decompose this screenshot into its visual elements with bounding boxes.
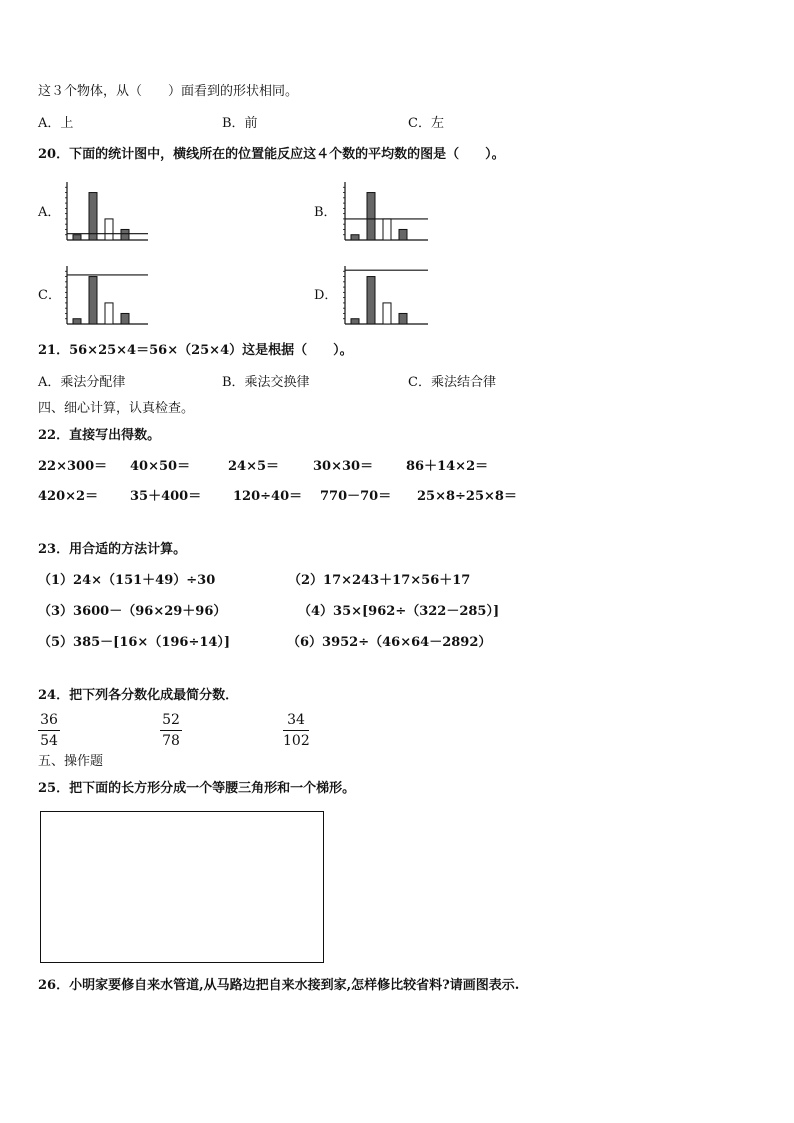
fraction-denominator: 102 [283,733,310,749]
q23-item-5: （5）385－[16×（196÷14）] [38,635,231,650]
q23-item-2: （2）17×243＋17×56＋17 [288,573,471,588]
fraction-bar [283,730,309,731]
q22-r2-item: 420×2＝ [38,489,99,504]
section4-title: 四、细心计算，认真检查。 [38,401,195,416]
q23-item-3: （3）3600－（96×29＋96） [38,604,227,619]
chart-bar [73,319,81,324]
chart-bar [383,219,391,240]
fraction-numerator: 34 [287,712,305,728]
q20-chart-a [64,180,148,242]
q21-option-b[interactable]: B．乘法交换律 [222,375,310,390]
q24-stem: 24．把下列各分数化成最简分数． [38,688,239,703]
fraction-denominator: 78 [162,733,180,749]
fraction-bar [160,730,182,731]
chart-bar [105,219,113,240]
q24-fraction-3 [283,711,309,750]
q19-option-b[interactable]: B．前 [222,116,258,131]
q23-item-1: （1）24×（151＋49）÷30 [38,573,216,588]
chart-bar [105,303,113,324]
q19-option-a[interactable]: A．上 [38,116,74,131]
q20-chart-b [342,180,428,242]
q20-option-b-label[interactable]: B． [314,205,337,220]
chart-bar [351,319,359,324]
q22-r1-item: 40×50＝ [130,459,191,474]
q22-r1-item: 86＋14×2＝ [406,459,489,474]
q22-r2-item: 120÷40＝ [233,489,303,504]
q25-stem: 25．把下面的长方形分成一个等腰三角形和一个梯形。 [38,781,356,796]
q22-stem: 22．直接写出得数。 [38,428,161,443]
q22-r1-item: 24×5＝ [228,459,280,474]
chart-bar [121,229,129,240]
fraction-numerator: 36 [40,712,58,728]
fraction-denominator: 54 [40,733,58,749]
q23-stem: 23．用合适的方法计算。 [38,542,187,557]
q20-option-c-label[interactable]: C． [38,288,61,303]
fraction-numerator: 52 [162,712,180,728]
fraction-bar [38,730,60,731]
q19-tail-text: 这３个物体，从（ ）面看到的形状相同。 [38,84,299,99]
q22-r2-item: 25×8÷25×8＝ [417,489,517,504]
q20-chart-c [64,264,148,326]
chart-bar [121,313,129,324]
q19-option-c[interactable]: C．左 [408,116,444,131]
q22-r1-item: 22×300＝ [38,459,108,474]
chart-bar [367,193,375,240]
q21-stem: 21．56×25×4＝56×（25×4）这是根据（ ）。 [38,343,353,358]
chart-bar [73,235,81,240]
q22-r2-item: 35＋400＝ [130,489,202,504]
chart-bar [89,277,97,324]
q21-option-a[interactable]: A．乘法分配律 [38,375,126,390]
chart-bar [367,277,375,324]
q23-item-4: （4）35×[962÷（322－285）] [298,604,500,619]
chart-bar [89,193,97,240]
q25-rectangle[interactable] [40,811,324,963]
q22-r1-item: 30×30＝ [313,459,374,474]
q20-option-a-label[interactable]: A． [38,205,61,220]
q23-item-6: （6）3952÷（46×64－2892） [287,635,492,650]
q24-fraction-2 [160,711,182,750]
chart-bar [351,235,359,240]
q20-option-d-label[interactable]: D． [314,288,338,303]
q20-chart-d [342,264,428,326]
q20-stem: 20．下面的统计图中，横线所在的位置能反应这４个数的平均数的图是（ ）。 [38,147,505,162]
q22-r2-item: 770－70＝ [320,489,392,504]
q26-stem: 26．小明家要修自来水管道,从马路边把自来水接到家,怎样修比较省料?请画图表示. [38,978,520,993]
q21-option-c[interactable]: C．乘法结合律 [408,375,496,390]
chart-bar [399,229,407,240]
chart-bar [399,313,407,324]
q24-fraction-1 [38,711,60,750]
section5-title: 五、操作题 [38,754,104,769]
chart-bar [383,303,391,324]
